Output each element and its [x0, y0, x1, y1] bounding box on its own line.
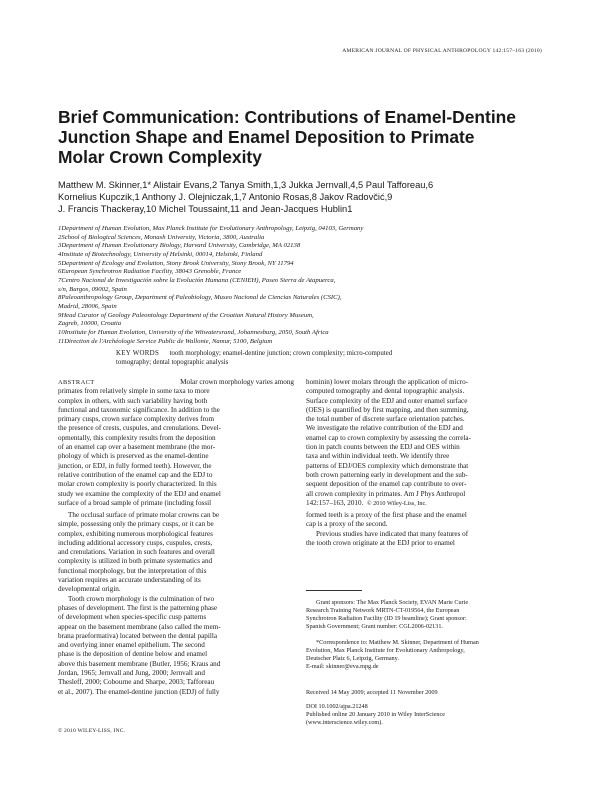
footnote-line: Deutscher Platz 6, Leipzig, Germany. — [306, 654, 399, 662]
body-line: brana praeformativa) located between the dental papilla — [58, 631, 217, 640]
affiliation-line: 9Head Curator of Geology Paleontology Department of the Croatian Natural History Museum, — [58, 311, 314, 319]
affiliation-line: s/n, Burgos, 09002, Spain — [58, 285, 127, 293]
abstract-line: relative contribution of the enamel cap and the EDJ to — [58, 470, 213, 479]
body-line: The occlusal surface of primate molar crowns can be — [68, 511, 220, 519]
paper-title — [58, 108, 548, 167]
abstract-line: sequent deposition of the enamel cap contribute to over- — [306, 480, 467, 489]
abstract-line: (OES) is quantified by first mapping, and then summing, — [306, 405, 469, 414]
body-line: and overlying inner enamel epithelium. The second — [58, 641, 205, 650]
doi-text[interactable]: DOI 10.1002/ajpa.21248 — [306, 703, 368, 710]
footnote-line: Research Training Network MRTN-CT-019564, the European — [306, 606, 460, 614]
body-line: formed teeth is a proxy of the first phase and the enamel — [306, 511, 467, 519]
published-line: Published online 20 January 2010 in Wiley InterScience — [306, 710, 445, 718]
affiliation-line: 4Institute of Biotechnology, University of Helsinki, 00014, Helsinki, Finland — [58, 250, 263, 258]
published-url[interactable]: (www.interscience.wiley.com). — [306, 718, 383, 726]
email-link[interactable]: E-mail: skinner@eva.mpg.de — [306, 662, 379, 670]
body-line: of development when species-specific cusp patterns — [58, 613, 207, 622]
body-right-column — [306, 511, 542, 548]
abstract-copyright: © 2010 Wiley-Liss, Inc. — [366, 499, 427, 507]
abstract-line: tion in patch counts between the EDJ and OES within — [306, 443, 460, 452]
correspondence-footnote — [306, 639, 542, 671]
author-line: J. Francis Thackeray,10 Michel Toussaint,11 and Jean-Jacques Hublin1 — [58, 204, 353, 215]
body-line: variation requires an accurate understanding of its — [58, 576, 201, 585]
affiliation-line: Zagreb, 10000, Croatia — [58, 320, 122, 328]
body-line: Previous studies have indicated that many features of — [316, 529, 469, 538]
body-line: functional morphology, but the interpretation of this — [58, 566, 207, 575]
running-head: AMERICAN JOURNAL OF PHYSICAL ANTHROPOLOGY 142:157–163 (2010) — [342, 48, 542, 54]
abstract-line: complex in others, with such variability having both — [58, 396, 208, 405]
footnote-line: Synchrotron Radiation Facility (ID 19 beamline); Grant sponsor: — [306, 614, 467, 622]
author-list — [58, 179, 548, 216]
affiliation-line: 10Institute for Human Evolution, University of the Witwatersrand, Johannesburg, 2050, South Africa — [58, 328, 329, 336]
abstract-line: study we examine the complexity of the EDJ and enamel — [58, 489, 221, 498]
keywords-block — [116, 350, 556, 367]
footnote-rule — [306, 590, 362, 591]
title-line: Brief Communication: Contributions of Enamel-Dentine — [58, 107, 516, 127]
abstract-line: functional and taxonomic significance. In addition to the — [58, 405, 220, 414]
abstract-line: computed tomography and dental topographic analysis. — [306, 387, 465, 396]
body-line: including additional accessory cusps, cuspules, crests, — [58, 538, 213, 547]
body-line: Tooth crown morphology is the culmination of two — [68, 594, 215, 603]
affiliation-line: 3Department of Human Evolutionary Biology, Harvard University, Cambridge, MA 02138 — [58, 242, 301, 250]
abstract-line: phology of which is preserved as the enamel-dentine — [58, 452, 209, 461]
affiliation-line: 8Paleoanthropology Group, Department of Paleobiology, Museo Nacional de Ciencias Naturales (CSIC), — [58, 294, 342, 302]
abstract-line: patterns of EDJ/OES complexity which demonstrate that — [306, 461, 469, 470]
footnote-line: Grant sponsors: The Max Planck Society, EVAN Marie Curie — [316, 599, 469, 606]
author-line: Kornelius Kupczik,1 Anthony J. Olejniczak,1,7 Antonio Rosas,8 Jakov Radovčić,9 — [58, 192, 393, 203]
abstract-label: ABSTRACT — [58, 379, 95, 386]
author-line: Matthew M. Skinner,1* Alistair Evans,2 Tanya Smith,1,3 Jukka Jernvall,4,5 Paul Tafforeau,6 — [58, 180, 434, 190]
body-line: Jordan, 1965; Jernvall and Jung, 2000; Jernvall and — [58, 669, 205, 678]
abstract-line: junction, or EDJ, in fully formed teeth). However, the — [58, 461, 212, 470]
abstract-line: surface of a broad sample of primate (including fossil — [58, 498, 212, 507]
abstract-right-column — [306, 378, 542, 508]
body-line: above this basement membrane (Butler, 1956; Kraus and — [58, 659, 221, 668]
publication-info — [306, 703, 542, 727]
body-line: phases of development. The first is the patterning phase — [58, 603, 218, 612]
footnote-line: Spanish Government; Grant number: CGL2006-02131. — [306, 622, 443, 630]
body-line: appear on the basement membrane (also called the mem- — [58, 622, 221, 631]
abstract-line: primates from relatively simple in some taxa to more — [58, 387, 210, 396]
abstract-line: taxa and within individual teeth. We identify three — [306, 452, 450, 461]
abstract-left-column — [58, 378, 294, 508]
footnote-line: *Correspondence to: Matthew M. Skinner, Department of Human — [316, 639, 479, 646]
received-date: Received 14 May 2009; accepted 11 November 2009 — [306, 689, 438, 696]
body-line: phase is the deposition of dentine below and enamel — [58, 650, 208, 659]
keywords-text: tomography; dental topographic analysis — [116, 358, 229, 366]
body-line: complex, exhibiting numerous morphological features — [58, 529, 213, 538]
abstract-line: primary cusps, crown surface complexity derives from — [58, 415, 215, 424]
abstract-line: molar crown complexity is poorly characterized. In this — [58, 480, 217, 489]
affiliation-line: 6European Synchrotron Radiation Facility, 38043 Grenoble, France — [58, 268, 242, 276]
abstract-line: both crown patterning early in development and the sub- — [306, 470, 468, 479]
abstract-line: enamel cap to crown complexity by assessing the correla- — [306, 433, 471, 442]
body-left-column — [58, 511, 294, 697]
abstract-line: Surface complexity of the EDJ and outer enamel surface — [306, 396, 468, 405]
abstract-line: Molar crown morphology varies among — [180, 378, 294, 386]
body-line: Thesleff, 2000; Cobourne and Sharpe, 2003; Tafforeau — [58, 678, 215, 687]
abstract-line: of an enamel cap over a basement membrane (the mor- — [58, 443, 216, 452]
affiliation-line: 11Direction de l'Archéologie Service Public de Wallonie, Namur, 5100, Belgium — [58, 337, 273, 345]
body-line: cap is a proxy of the second. — [306, 520, 388, 529]
abstract-line: hominin) lower molars through the application of micro- — [306, 378, 469, 386]
body-line: et al., 2007). The enamel-dentine junction (EDJ) of fully — [58, 687, 220, 696]
affiliation-line: 1Department of Human Evolution, Max Planck Institute for Evolutionary Anthropology, Leipzig, 04103, Germany — [58, 225, 364, 232]
footer-copyright: © 2010 WILEY-LISS, INC. — [58, 728, 126, 734]
abstract-line: We investigate the relative contribution of the EDJ and — [306, 424, 463, 433]
abstract-line: 142:157–163, 2010. — [306, 498, 364, 507]
body-line: complexity is utilized in both primate systematics and — [58, 557, 213, 566]
abstract-line: opmentally, this complexity results from the deposition — [58, 433, 216, 442]
title-line: Molar Crown Complexity — [58, 146, 262, 167]
affiliation-line: 2School of Biological Sciences, Monash University, Victoria, 3800, Australia — [58, 233, 265, 241]
title-line: Junction Shape and Enamel Deposition to Primate — [58, 126, 475, 147]
affiliation-line: 7Centro Nacional de Investigación sobre la Evolución Humana (CENIEH), Paseo Sierra de Atapuerca, — [58, 276, 336, 284]
affiliation-line: 5Department of Ecology and Evolution, Stony Brook University, Stony Brook, NY 11794 — [58, 259, 294, 267]
keywords-text: tooth morphology; enamel-dentine junction; crown complexity; micro-computed — [169, 350, 393, 357]
affiliation-line: Madrid, 28006, Spain — [58, 302, 117, 310]
publication-info — [306, 689, 542, 697]
abstract-line: all crown complexity in primates. Am J Phys Anthropol — [306, 489, 466, 498]
body-line: the tooth crown originate at the EDJ prior to enamel — [306, 538, 455, 547]
keywords-label: KEY WORDS — [116, 350, 160, 357]
abstract-line: the total number of discrete surface orientation patches. — [306, 415, 465, 424]
body-line: and crenulations. Variation in such features and overall — [58, 548, 215, 557]
grant-footnote — [306, 599, 542, 631]
body-line: simple, possessing only the primary cusps, or it can be — [58, 520, 214, 529]
body-line: developmental origin. — [58, 585, 121, 594]
abstract-line: the presence of crests, cuspules, and crenulations. Devel- — [58, 424, 221, 433]
affiliation-list — [58, 225, 558, 346]
footnote-line: Evolution, Max Planck Institute for Evolutionary Anthropology, — [306, 646, 465, 654]
